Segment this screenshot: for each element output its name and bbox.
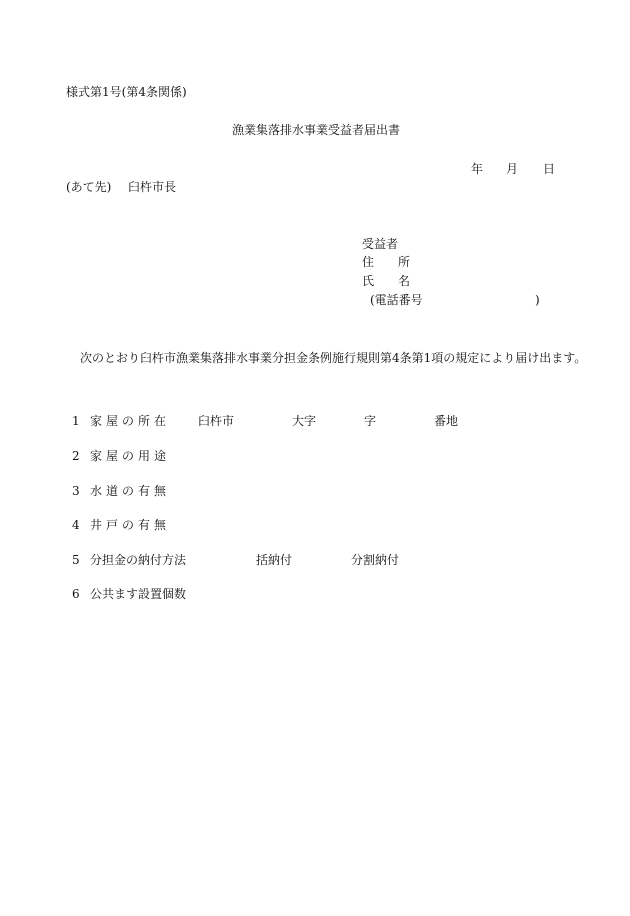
item-label-well: 井戸の有無: [90, 518, 171, 532]
item-number: 2: [72, 449, 80, 463]
phone-label: (電話番号: [370, 293, 423, 307]
applicant-heading: 受益者: [362, 237, 399, 251]
addressee-name: 臼杵市長: [128, 180, 177, 194]
payment-option-installment: 分割納付: [351, 553, 400, 567]
date-year-label: 年: [471, 162, 484, 176]
addressee-prefix: (あて先): [66, 180, 112, 194]
item-label-house-use: 家屋の用途: [90, 449, 171, 463]
item-label-payment-method: 分担金の納付方法: [90, 553, 187, 567]
payment-option-lump-sum: 括納付: [256, 553, 293, 567]
item-oaza: 大字: [292, 414, 317, 428]
item-aza: 字: [364, 414, 377, 428]
item-label-public-basin-count: 公共ます設置個数: [90, 587, 187, 601]
date-month-label: 月: [506, 162, 519, 176]
item-number: 6: [72, 587, 80, 601]
document-title: 漁業集落排水事業受益者届出書: [232, 123, 401, 137]
address-label: 住 所: [362, 255, 411, 269]
form-number: 様式第1号(第4条関係): [66, 85, 187, 99]
item-number: 1: [72, 414, 80, 428]
item-number: 5: [72, 553, 80, 567]
item-label-house-location: 家屋の所在: [90, 414, 171, 428]
item-number: 3: [72, 484, 80, 498]
item-label-water-supply: 水道の有無: [90, 484, 171, 498]
item-number: 4: [72, 518, 80, 532]
name-label: 氏 名: [362, 274, 411, 288]
item-banchi: 番地: [434, 414, 459, 428]
date-day-label: 日: [543, 162, 556, 176]
statement-text: 次のとおり臼杵市漁業集落排水事業分担金条例施行規則第4条第1項の規定により届け出ます。: [80, 351, 587, 365]
item-city: 臼杵市: [198, 414, 235, 428]
phone-close-paren: ): [535, 293, 540, 307]
